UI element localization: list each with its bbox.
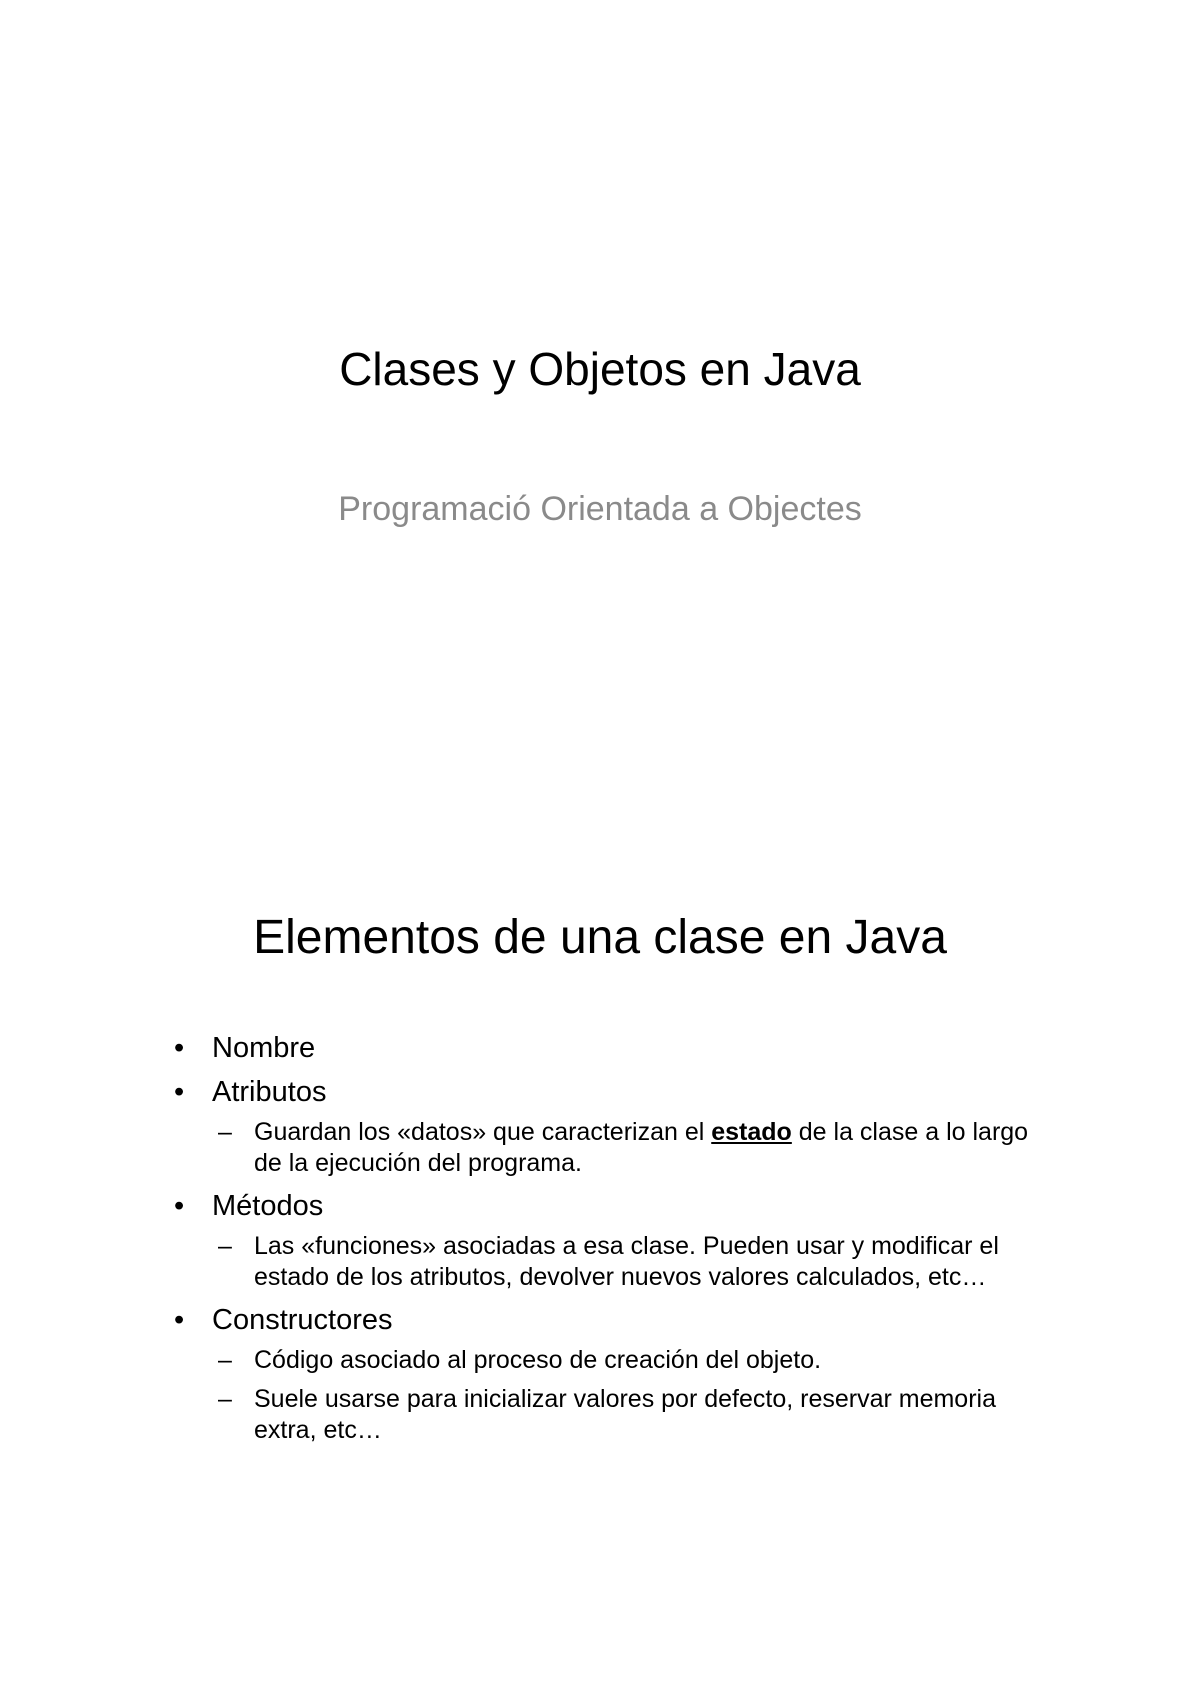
bullet-label: Métodos [212, 1190, 324, 1222]
subbullet-text-after: de la clase a lo largo de la ejecución del programa. [254, 1118, 1029, 1177]
subbullet-item [170, 1117, 1050, 1179]
subbullet-list-atributos [170, 1117, 1050, 1179]
subbullet-text-before: Guardan los «datos» que caracterizan el [254, 1118, 712, 1146]
slide-1-subtitle: Programació Orientada a Objectes [338, 490, 862, 528]
subbullet-list-constructores [170, 1345, 1050, 1446]
slide-1-title: Clases y Objetos en Java [339, 343, 861, 395]
slide-elements [0, 849, 1200, 1698]
bullet-item-metodos [170, 1187, 1050, 1225]
dash-marker: – [218, 1118, 232, 1146]
bullet-label: Nombre [212, 1032, 316, 1064]
bullet-item-atributos [170, 1073, 1050, 1111]
bullet-marker: • [174, 1190, 185, 1222]
bullet-marker: • [174, 1076, 185, 1108]
bullet-item-nombre [170, 1029, 1050, 1067]
subbullet-item [170, 1231, 1050, 1293]
bullet-label: Constructores [212, 1304, 393, 1336]
bullet-list [170, 1029, 1050, 1454]
subbullet-list-metodos [170, 1231, 1050, 1293]
dash-marker: – [218, 1385, 232, 1413]
emphasized-term: estado [711, 1118, 792, 1146]
bullet-label: Atributos [212, 1076, 327, 1108]
subbullet-item [170, 1384, 1050, 1446]
subbullet-text: Las «funciones» asociadas a esa clase. Pueden usar y modificar el estado de los atributos, devolver nuevos valores calculados, etc… [254, 1232, 999, 1291]
subbullet-text: Suele usarse para inicializar valores por defecto, reservar memoria extra, etc… [254, 1385, 996, 1444]
slide-2-title: Elementos de una clase en Java [253, 911, 947, 964]
bullet-item-constructores [170, 1301, 1050, 1339]
dash-marker: – [218, 1346, 232, 1374]
subbullet-item [170, 1345, 1050, 1376]
dash-marker: – [218, 1232, 232, 1260]
bullet-marker: • [174, 1032, 185, 1064]
bullet-marker: • [174, 1304, 185, 1336]
subbullet-text: Código asociado al proceso de creación del objeto. [254, 1346, 822, 1374]
